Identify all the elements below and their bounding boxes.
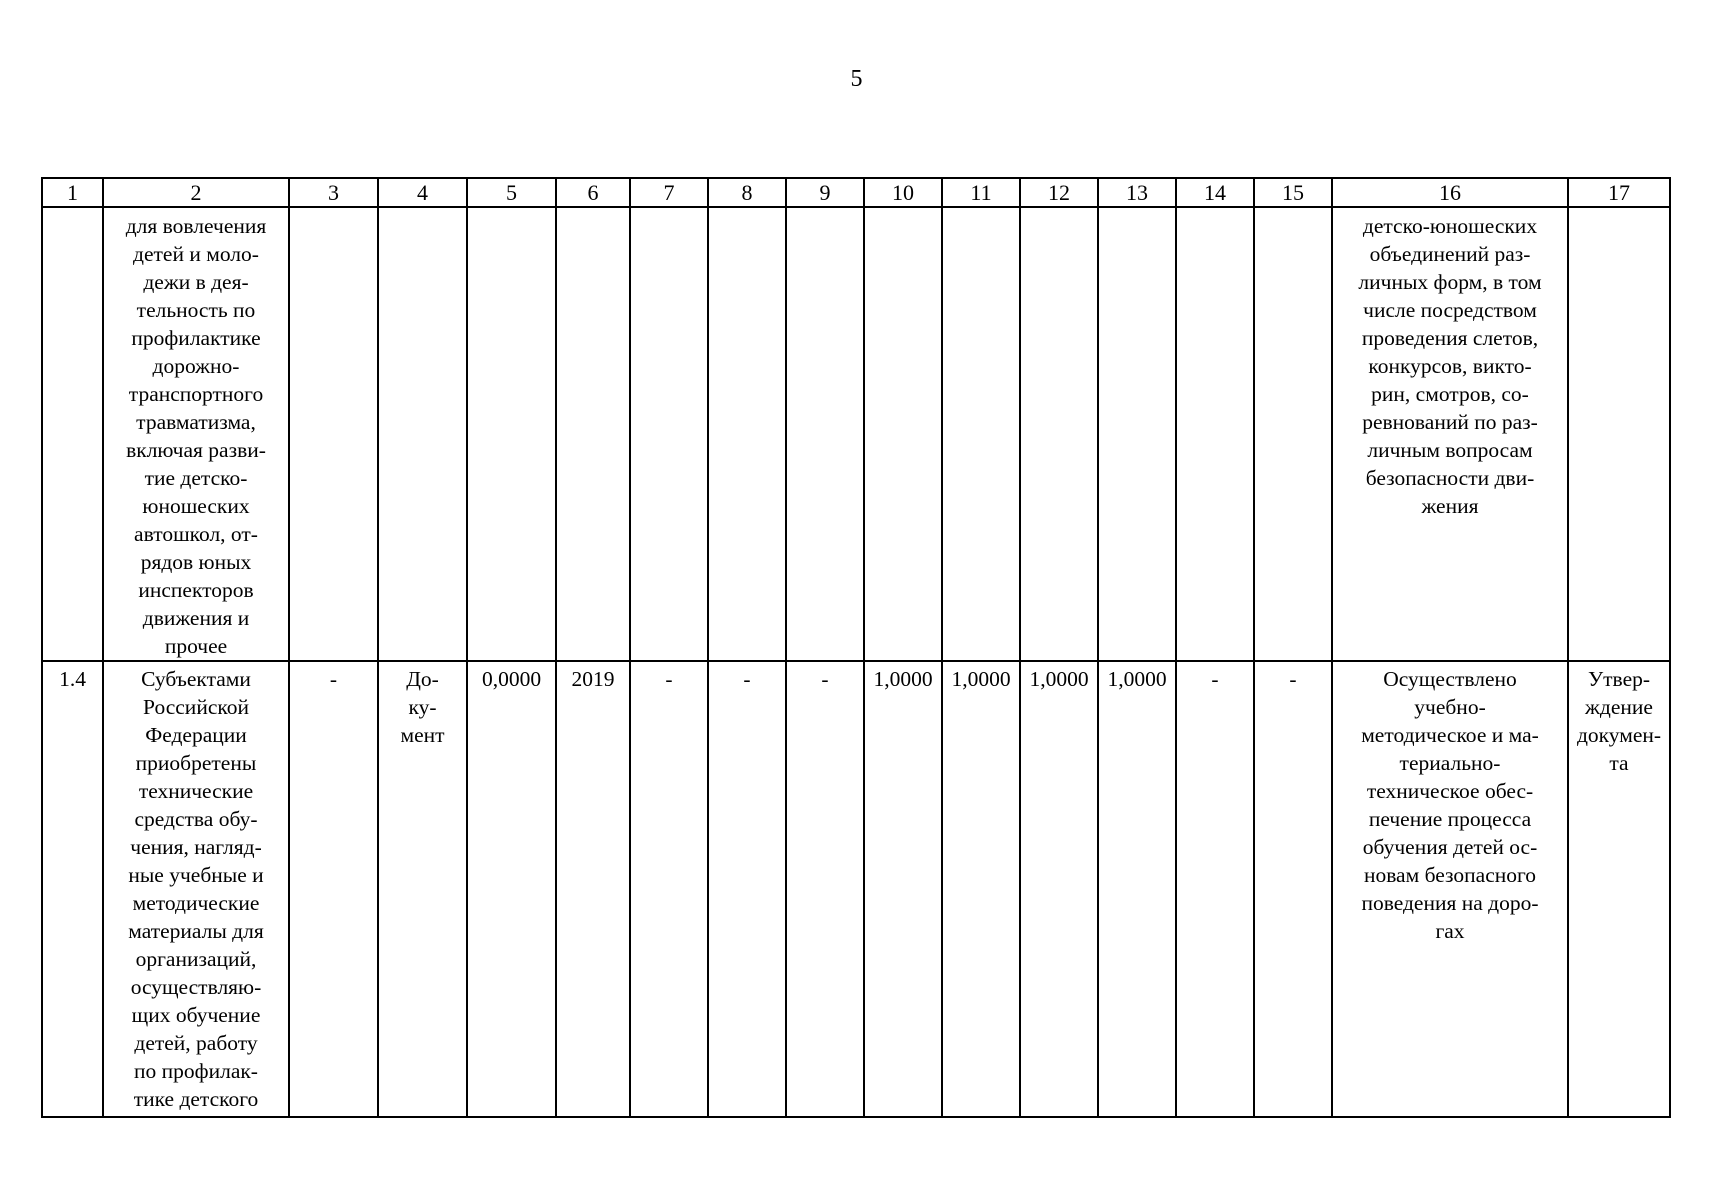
column-header: 16: [1332, 178, 1568, 207]
table-row-continuation: [42, 207, 1670, 661]
table-cell: 1,0000: [1098, 661, 1176, 1117]
table-cell: [467, 207, 556, 661]
table-cell: [1098, 207, 1176, 661]
cell-result: детско-юношеских объединений раз- личных форм, в том числе посредством проведения слетов, конкурсов, викто- рин, смотров, со- ревнований по раз- личным вопросам безопасности дви- жения: [1332, 207, 1568, 661]
column-header: 9: [786, 178, 864, 207]
column-header: 5: [467, 178, 556, 207]
column-header: 4: [378, 178, 467, 207]
table-cell: [378, 207, 467, 661]
table-cell: 1,0000: [864, 661, 942, 1117]
table-cell: -: [1254, 661, 1332, 1117]
column-header: 12: [1020, 178, 1098, 207]
cell-description: для вовлечения детей и моло- дежи в дея- тельность по профилактике дорожно- транспортного травматизма, включая разви- тие детско- юношеских автошкол, от- рядов юных инспекторов движения и прочее: [103, 207, 289, 661]
cell-number: 1.4: [42, 661, 103, 1117]
column-header: 13: [1098, 178, 1176, 207]
table-header-row: [42, 178, 1670, 207]
table-cell: -: [786, 661, 864, 1117]
table-cell: -: [630, 661, 708, 1117]
cell-year: 2019: [556, 661, 630, 1117]
table-cell: [1020, 207, 1098, 661]
table-cell: 1,0000: [1020, 661, 1098, 1117]
table-cell: -: [1176, 661, 1254, 1117]
table-cell: [708, 207, 786, 661]
cell-description: Субъектами Российской Федерации приобретены технические средства обу- чения, нагляд- ные учебные и методические материалы для организаций, осуществляю- щих обучение детей, работу по профилак- тике детского: [103, 661, 289, 1117]
column-header: 11: [942, 178, 1020, 207]
table-cell: [1568, 207, 1670, 661]
column-header: 10: [864, 178, 942, 207]
column-header: 7: [630, 178, 708, 207]
column-header: 2: [103, 178, 289, 207]
column-header: 8: [708, 178, 786, 207]
column-header: 1: [42, 178, 103, 207]
table-cell: [289, 207, 378, 661]
cell-result: Осуществлено учебно- методическое и ма- териально- техническое обес- печение процесса обучения детей ос- новам безопасного поведения на доро- гах: [1332, 661, 1568, 1117]
table-cell: 0,0000: [467, 661, 556, 1117]
page-number: 5: [850, 66, 863, 92]
table-cell: [864, 207, 942, 661]
cell-number: [42, 207, 103, 661]
column-header: 15: [1254, 178, 1332, 207]
table-cell: 1,0000: [942, 661, 1020, 1117]
table-row-1-4: [42, 661, 1670, 1117]
table-cell: -: [708, 661, 786, 1117]
table-cell: [1176, 207, 1254, 661]
cell-document-type: До- ку- мент: [378, 661, 467, 1117]
column-header: 14: [1176, 178, 1254, 207]
table-cell: [942, 207, 1020, 661]
table-cell: [556, 207, 630, 661]
column-header: 17: [1568, 178, 1670, 207]
column-header: 3: [289, 178, 378, 207]
activity-table: [41, 177, 1671, 1118]
table-cell: -: [289, 661, 378, 1117]
table-cell: [1254, 207, 1332, 661]
table-cell: [630, 207, 708, 661]
column-header: 6: [556, 178, 630, 207]
table-cell: [786, 207, 864, 661]
cell-control-point: Утвер- ждение докумен- та: [1568, 661, 1670, 1117]
